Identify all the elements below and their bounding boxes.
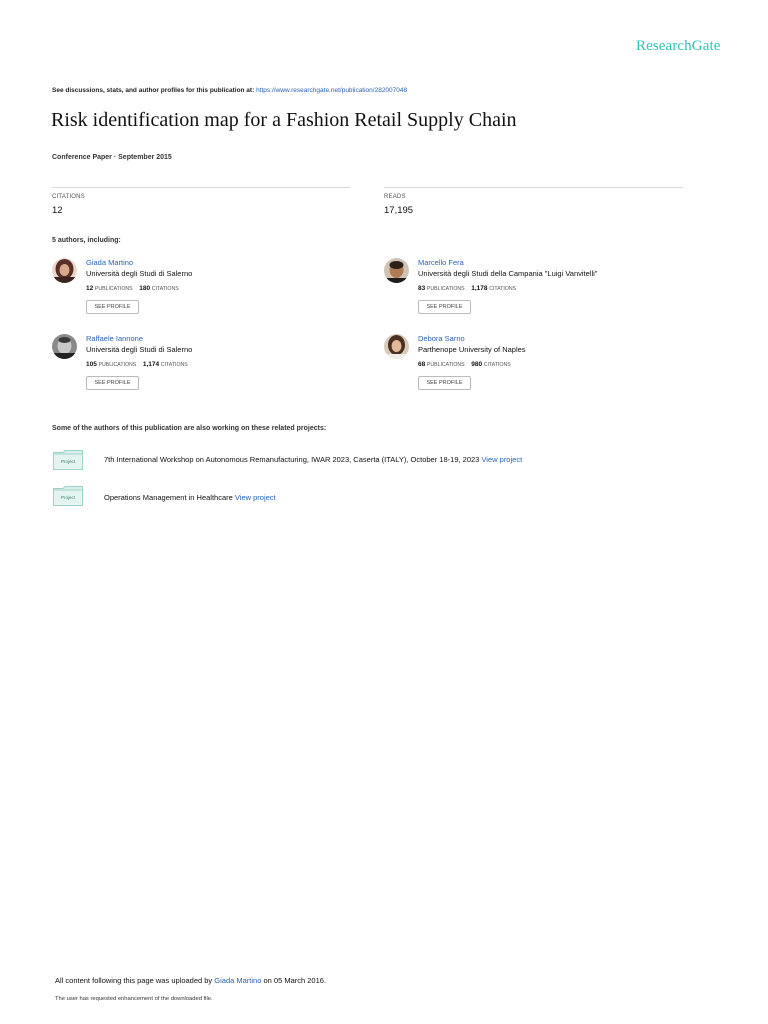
discussion-notice	[52, 87, 407, 94]
citations-count: 980	[471, 361, 483, 368]
researchgate-logo[interactable]: ResearchGate	[636, 38, 721, 54]
upload-suffix: on 05 March 2016.	[263, 976, 327, 985]
author-avatar[interactable]	[52, 258, 77, 283]
reads-divider	[384, 187, 683, 188]
author-card	[52, 334, 352, 404]
author-institution: Parthenope University of Naples	[418, 345, 526, 354]
reads-label: READS	[384, 194, 406, 200]
publications-label: PUBLICATIONS	[98, 362, 137, 368]
citations-label: CITATIONS	[160, 362, 188, 368]
citations-label: CITATIONS	[52, 194, 85, 200]
publication-url-link[interactable]: https://www.researchgate.net/publication/282007048	[256, 87, 408, 94]
see-profile-button[interactable]: SEE PROFILE	[418, 300, 471, 314]
project-folder-label: Project	[60, 495, 75, 500]
author-avatar[interactable]	[384, 258, 409, 283]
enhancement-note: The user has requested enhancement of the downloaded file.	[55, 996, 213, 1002]
citations-count: 180	[139, 285, 151, 292]
author-institution: Università degli Studi della Campania "Luigi Vanvitelli"	[418, 269, 598, 278]
publications-count: 12	[86, 285, 94, 292]
authors-heading: 5 authors, including:	[52, 237, 121, 244]
author-avatar[interactable]	[384, 334, 409, 359]
project-folder-label: Project	[60, 459, 75, 464]
author-name-link[interactable]: Raffaele Iannone	[86, 334, 143, 343]
citations-label: CITATIONS	[483, 362, 511, 368]
author-institution: Università degli Studi di Salerno	[86, 269, 193, 278]
see-profile-button[interactable]: SEE PROFILE	[418, 376, 471, 390]
upload-notice	[55, 976, 326, 985]
project-title: Operations Management in Healthcare	[104, 493, 233, 502]
project-item	[53, 486, 693, 508]
citations-label: CITATIONS	[489, 286, 517, 292]
see-profile-button[interactable]: SEE PROFILE	[86, 376, 139, 390]
author-stats	[418, 285, 521, 292]
citations-count: 1,178	[471, 285, 488, 292]
discussion-text: See discussions, stats, and author profiles for this publication at:	[52, 87, 255, 94]
view-project-link[interactable]: View project	[481, 455, 523, 464]
see-profile-button[interactable]: SEE PROFILE	[86, 300, 139, 314]
publications-count: 83	[418, 285, 426, 292]
citations-value: 12	[52, 205, 63, 216]
project-text	[104, 493, 276, 502]
author-card	[52, 258, 352, 328]
author-institution: Università degli Studi di Salerno	[86, 345, 193, 354]
upload-prefix: All content following this page was uploaded by	[55, 976, 213, 985]
author-stats	[86, 361, 193, 368]
project-folder-icon[interactable]	[53, 486, 83, 506]
author-name-link[interactable]: Giada Martino	[86, 258, 134, 267]
uploader-link[interactable]: Giada Martino	[214, 976, 262, 985]
publications-label: PUBLICATIONS	[426, 286, 465, 292]
publications-count: 105	[86, 361, 97, 368]
author-stats	[418, 361, 516, 368]
publications-count: 68	[418, 361, 426, 368]
project-text	[104, 455, 522, 464]
reads-value: 17,195	[384, 205, 414, 216]
citations-divider	[52, 187, 350, 188]
project-item	[53, 450, 693, 472]
publications-label: PUBLICATIONS	[426, 362, 465, 368]
projects-heading: Some of the authors of this publication are also working on these related projects:	[52, 425, 327, 432]
citations-count: 1,174	[142, 361, 160, 368]
project-title: 7th International Workshop on Autonomous Remanufacturing, IWAR 2023, Caserta (ITALY), October 18-19, 2023	[104, 455, 480, 464]
author-stats	[86, 285, 184, 292]
author-name-link[interactable]: Debora Sarno	[418, 334, 465, 343]
author-card	[384, 334, 684, 404]
paper-meta: Conference Paper · September 2015	[52, 154, 172, 161]
paper-title: Risk identification map for a Fashion Retail Supply Chain	[51, 109, 517, 131]
publications-label: PUBLICATIONS	[94, 286, 133, 292]
author-avatar[interactable]	[52, 334, 77, 359]
author-name-link[interactable]: Marcello Fera	[418, 258, 464, 267]
author-card	[384, 258, 684, 328]
citations-label: CITATIONS	[151, 286, 179, 292]
project-folder-icon[interactable]	[53, 450, 83, 470]
view-project-link[interactable]: View project	[234, 493, 276, 502]
